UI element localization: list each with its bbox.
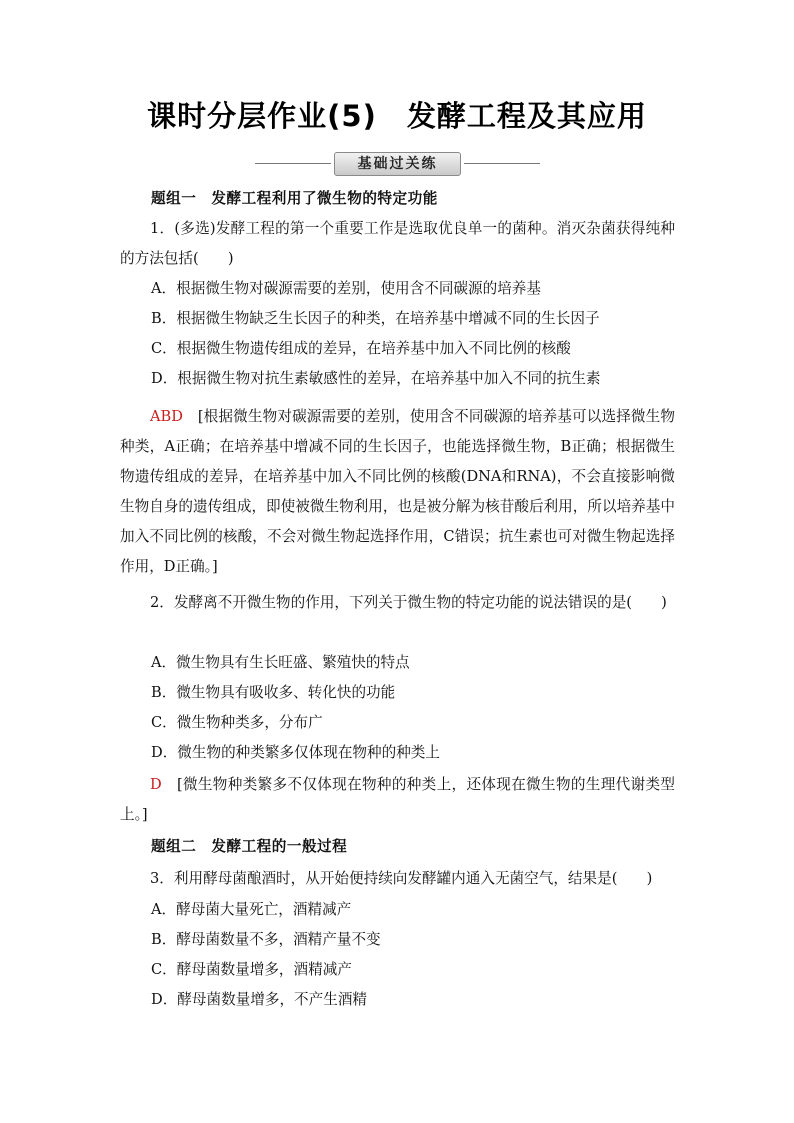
question-2-answer-block	[120, 770, 675, 830]
question-1-explanation: [根据微生物对碳源需要的差别，使用含不同碳源的培养基可以选择微生物种类，A正确；在培养基中增减不同的生长因子，也能选择微生物，B正确；根据微生物遗传组成的差异，在培养基中加入不同比例的核酸(DNA和RNA)，不会直接影响微生物自身的遗传组成，即使被微生物利用，也是被分解为核苷酸后利用，所以培养基中加入不同比例的核酸，不会对微生物起选择作用，C错误；抗生素也可对微生物起选择作用，D正确。]	[120, 408, 675, 575]
question-2-stem: 2．发酵离不开微生物的作用，下列关于微生物的特定功能的说法错误的是( )	[150, 594, 667, 611]
question-2-explanation: [微生物种类繁多不仅体现在物种的种类上，还体现在微生物的生理代谢类型上。]	[120, 776, 675, 823]
divider-line-left	[255, 163, 331, 164]
question-2-option-a: A．微生物具有生长旺盛、繁殖快的特点	[151, 654, 410, 671]
question-2-answer: D	[150, 776, 162, 793]
question-3-option-c: C．酵母菌数量增多，酒精减产	[151, 961, 352, 978]
question-3-stem: 3．利用酵母菌酿酒时，从开始便持续向发酵罐内通入无菌空气，结果是( )	[150, 870, 653, 887]
question-1-option-c: C．根据微生物遗传组成的差异，在培养基中加入不同比例的核酸	[151, 340, 571, 357]
question-2-option-c: C．微生物种类多，分布广	[151, 714, 323, 731]
question-1-answer-block	[120, 402, 675, 582]
divider-line-right	[464, 163, 540, 164]
question-2-option-b: B．微生物具有吸收多、转化快的功能	[151, 684, 396, 701]
question-3-option-a: A．酵母菌大量死亡，酒精减产	[151, 901, 352, 918]
question-3-option-b: B．酵母菌数量不多，酒精产量不变	[151, 931, 381, 948]
question-1-stem: 1．(多选)发酵工程的第一个重要工作是选取优良单一的菌种。消灭杂菌获得纯种的方法包括( )	[120, 220, 675, 267]
question-2-option-d: D．微生物的种类繁多仅体现在物种的种类上	[151, 744, 440, 761]
section-label: 基础过关练	[334, 152, 461, 176]
question-1-answer: ABD	[150, 408, 183, 425]
question-3-option-d: D．酵母菌数量增多，不产生酒精	[151, 991, 368, 1008]
section-divider	[255, 150, 540, 178]
group-heading-2: 题组二 发酵工程的一般过程	[151, 838, 348, 855]
question-1-option-d: D．根据微生物对抗生素敏感性的差异，在培养基中加入不同的抗生素	[151, 370, 601, 387]
question-1-option-a: A．根据微生物对碳源需要的差别，使用含不同碳源的培养基	[151, 280, 541, 297]
group-heading-1: 题组一 发酵工程利用了微生物的特定功能	[151, 190, 438, 207]
page-title: 课时分层作业(5) 发酵工程及其应用	[147, 99, 647, 133]
question-1-option-b: B．根据微生物缺乏生长因子的种类，在培养基中增减不同的生长因子	[151, 310, 600, 327]
